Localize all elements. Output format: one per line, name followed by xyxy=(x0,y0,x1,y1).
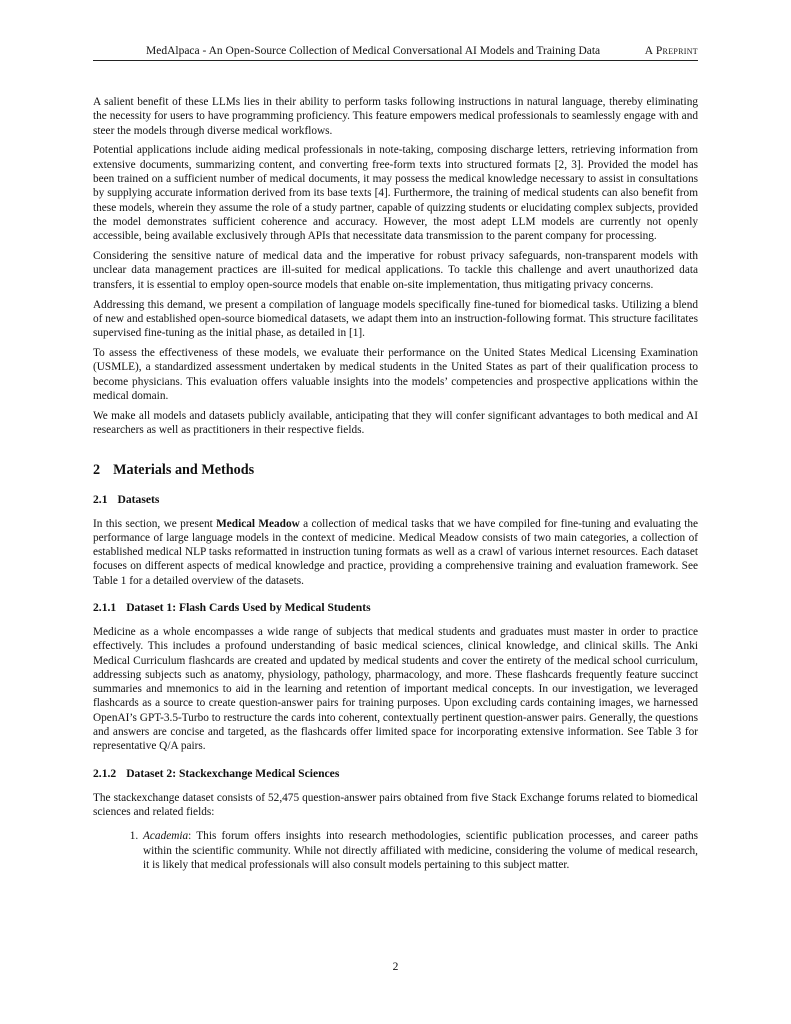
subsubsection-heading xyxy=(93,767,698,780)
paragraph: To assess the effectiveness of these models, we evaluate their performance on the United States Medical Licensing Examination (USMLE), a standardized assessment undertaken by medical students in the United States as part of their qualification process to become physicians. This evaluation offers valuable insights into the models’ competencies and prospective applications within the medical domain. xyxy=(93,347,698,403)
subsection-heading xyxy=(93,493,698,506)
section-heading xyxy=(93,462,698,479)
subsubsection-title: Dataset 2: Stackexchange Medical Sciences xyxy=(126,766,340,780)
paragraph: Considering the sensitive nature of medical data and the imperative for robust privacy safeguards, non-transparent models with unclear data management practices are ill-suited for medical applications. To tackle this challenge and avert unauthorized data transfers, it is essential to employ open-source models that enable on-site implementation, thus mitigating privacy concerns. xyxy=(93,250,698,291)
running-title: MedAlpaca - An Open-Source Collection of Medical Conversational AI Models and Training Data xyxy=(146,45,601,57)
subsubsection-heading xyxy=(93,601,698,614)
list-item xyxy=(141,829,698,872)
paragraph: The stackexchange dataset consists of 52,475 question-answer pairs obtained from five Stack Exchange forums related to biomedical sciences and related fields: xyxy=(93,791,698,818)
subsubsection-title: Dataset 1: Flash Cards Used by Medical Students xyxy=(126,600,371,614)
paragraph xyxy=(93,517,698,588)
preprint-label-text: A Preprint xyxy=(644,45,698,57)
paragraph: A salient benefit of these LLMs lies in their ability to perform tasks following instructions in natural language, thereby eliminating the necessity for users to have programming proficiency. This feature empowers medical professionals to seamlessly engage with and steer the models through diverse medical workflows. xyxy=(93,96,698,137)
paragraph-text: In this section, we present xyxy=(93,517,213,530)
page-body xyxy=(93,95,698,872)
running-header xyxy=(93,45,698,61)
paragraph: Medicine as a whole encompasses a wide range of subjects that medical students and graduates must master in order to practice effectively. This includes a profound understanding of basic medical sciences, clinical knowledge, and clinical skills. The Anki Medical Curriculum flashcards are created and updated by medical students and cover the entirety of the medical school curriculum, addressing subjects such as anatomy, physiology, pathology, pharmacology, and more. These flashcards frequently feature succinct summaries and mnemonics to aid in the learning and retention of important medical concepts. In our investigation, we leveraged flashcards as a source to create question-answer pairs for training purposes. Upon excluding cards containing images, we harnessed OpenAI’s GPT-3.5-Turbo to restructure the cards into coherent, contextually pertinent question-answer pairs. Generally, the questions and answers are concise and targeted, as the flashcards offer limited space for incorporating extensive information. See Table 3 for representative Q/A pairs. xyxy=(93,625,698,753)
subsubsection-number: 2.1.1 xyxy=(93,600,117,614)
section-number: 2 xyxy=(93,461,101,478)
list-item-term: Academia xyxy=(143,830,189,843)
section-title: Materials and Methods xyxy=(113,461,255,478)
list-item-text: : This forum offers insights into research methodologies, scientific publication processes, and career paths within the scientific community. While not directly affiliated with medicine, considering the volume of medical research, it is likely that medical professionals will also consult models pertaining to this subject matter. xyxy=(143,830,698,871)
paragraph: We make all models and datasets publicly available, anticipating that they will confer significant advantages to both medical and AI researchers as well as practitioners in their respective fields. xyxy=(93,409,698,437)
subsection-title: Datasets xyxy=(117,492,160,506)
preprint-label xyxy=(645,45,698,57)
header-rule xyxy=(93,60,698,61)
forum-list xyxy=(93,829,698,872)
dataset-name: Medical Meadow xyxy=(216,517,300,530)
subsection-number: 2.1 xyxy=(93,492,108,506)
paragraph: Addressing this demand, we present a compilation of language models specifically fine-tuned for biomedical tasks. Utilizing a blend of new and established open-source biomedical datasets, we adapt them into an instruction-following format. This structure facilitates supervised fine-tuning as the initial phase, as detailed in [1]. xyxy=(93,298,698,340)
subsubsection-number: 2.1.2 xyxy=(93,766,117,780)
page-number: 2 xyxy=(392,961,399,973)
paragraph: Potential applications include aiding medical professionals in note-taking, composing discharge letters, retrieving information from extensive documents, summarizing content, and converting free-form texts into structured formats [2, 3]. Provided the model has been trained on a sufficient number of medical documents, it may possess the medical knowledge necessary to assist in consultations by supplying accurate information derived from its base texts [4]. Furthermore, the training of medical students can also benefit from these models, wherein they assume the role of a study partner, capable of quizzing students or elucidating complex subjects, provided the model demonstrates sufficient coherence and accuracy. However, the most adept LLM models are currently not openly accessible, being available exclusively through APIs that necessitate data transmission to the parent company for processing. xyxy=(93,144,698,243)
paragraph-text: a collection of medical tasks that we have compiled for fine-tuning and evaluating the performance of large language models in the context of medicine. Medical Meadow consists of two main categories, a collection of established medical NLP tasks reformatted in instruction tuning formats as well as a crawl of various internet resources. Each dataset focuses on different aspects of medical knowledge and practice, providing a comprehensive training and evaluation framework. See Table 1 for a detailed overview of the datasets. xyxy=(93,517,699,587)
